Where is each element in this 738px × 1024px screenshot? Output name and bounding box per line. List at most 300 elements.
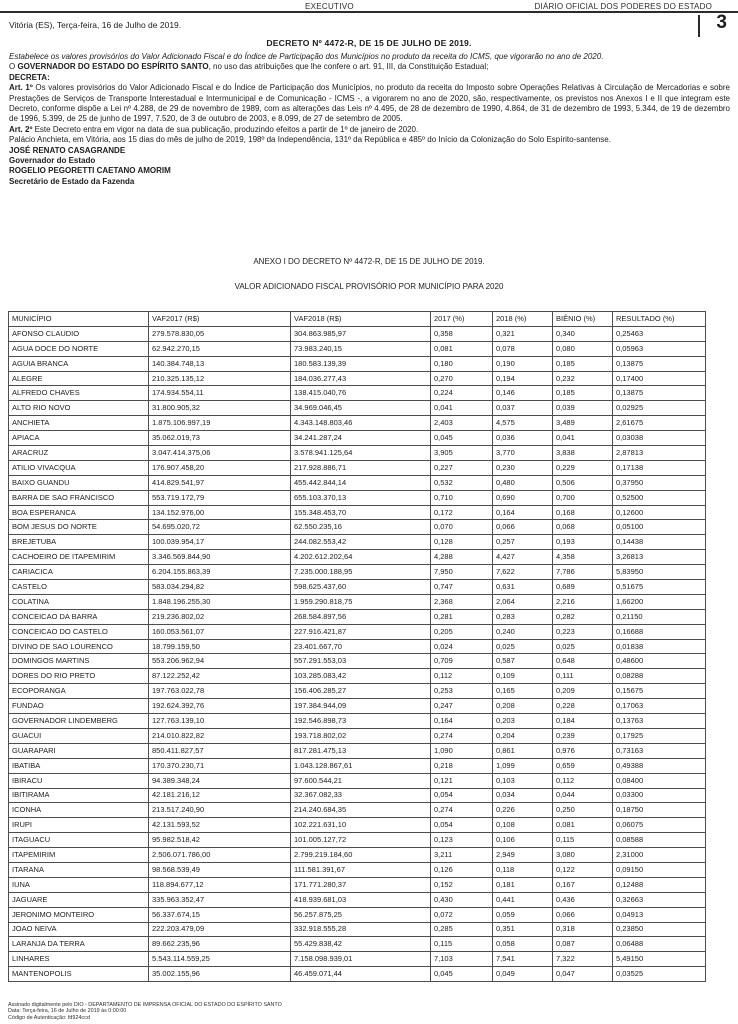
value-cell: 0,025	[493, 639, 553, 654]
value-cell: 268.584.897,56	[291, 609, 431, 624]
value-cell: 0,648	[553, 654, 613, 669]
value-cell: 0,49388	[613, 758, 706, 773]
value-cell: 0,17138	[613, 460, 706, 475]
table-row	[9, 460, 706, 475]
value-cell: 0,059	[493, 907, 553, 922]
value-cell: 94.389.348,24	[149, 773, 291, 788]
value-cell: 35.062.019,73	[149, 431, 291, 446]
value-cell: 7,786	[553, 565, 613, 580]
value-cell: 95.982.518,42	[149, 833, 291, 848]
value-cell: 0,078	[493, 341, 553, 356]
municipality-cell: JAGUARE	[9, 892, 149, 907]
value-cell: 1,099	[493, 758, 553, 773]
value-cell: 6.204.155.863,39	[149, 565, 291, 580]
value-cell: 101.005.127,72	[291, 833, 431, 848]
table-row	[9, 654, 706, 669]
value-cell: 0,08588	[613, 833, 706, 848]
value-cell: 0,274	[431, 803, 493, 818]
value-cell: 3,770	[493, 446, 553, 461]
article-2	[9, 125, 730, 135]
municipality-cell: ALEGRE	[9, 371, 149, 386]
value-cell: 655.103.370,13	[291, 490, 431, 505]
value-cell: 0,321	[493, 326, 553, 341]
municipality-cell: ECOPORANGA	[9, 684, 149, 699]
municipality-cell: CONCEICAO DA BARRA	[9, 609, 149, 624]
municipality-cell: IBATIBA	[9, 758, 149, 773]
closing-paragraph: Palácio Anchieta, em Vitória, aos 15 dias do mês de julho de 2019, 198º da Independência, 131º da República e 485º do Início da Colonização do Solo Espírito-santense.	[9, 135, 611, 145]
municipality-cell: CONCEICAO DO CASTELO	[9, 624, 149, 639]
footer-signed-line: Assinado digitalmente pelo DIO - DEPARTAMENTO DE IMPRENSA OFICIAL DO ESTADO DO ESPÍRITO SANTO	[8, 1002, 282, 1008]
value-cell: 217.928.886,71	[291, 460, 431, 475]
vaf-table-body	[9, 326, 706, 981]
value-cell: 0,218	[431, 758, 493, 773]
value-cell: 0,03525	[613, 967, 706, 982]
value-cell: 87.122.252,42	[149, 669, 291, 684]
value-cell: 0,168	[553, 505, 613, 520]
value-cell: 0,208	[493, 699, 553, 714]
value-cell: 0,253	[431, 684, 493, 699]
value-cell: 4,288	[431, 550, 493, 565]
value-cell: 414.829.541,97	[149, 475, 291, 490]
table-row	[9, 758, 706, 773]
value-cell: 0,17063	[613, 699, 706, 714]
value-cell: 0,32663	[613, 892, 706, 907]
value-cell: 0,281	[431, 609, 493, 624]
value-cell: 0,14438	[613, 535, 706, 550]
value-cell: 0,039	[553, 401, 613, 416]
value-cell: 850.411.827,57	[149, 743, 291, 758]
value-cell: 0,072	[431, 907, 493, 922]
value-cell: 0,103	[493, 773, 553, 788]
table-row	[9, 550, 706, 565]
value-cell: 0,203	[493, 714, 553, 729]
table-row	[9, 446, 706, 461]
value-cell: 0,283	[493, 609, 553, 624]
table-row	[9, 386, 706, 401]
value-cell: 0,126	[431, 862, 493, 877]
value-cell: 2.799.219.184,60	[291, 848, 431, 863]
municipality-cell: ALTO RIO NOVO	[9, 401, 149, 416]
value-cell: 0,285	[431, 922, 493, 937]
footer-date-line: Data: Terça-feira, 16 de Julho de 2019 às 0:00:00	[8, 1008, 127, 1015]
value-cell: 0,52500	[613, 490, 706, 505]
value-cell: 127.763.139,10	[149, 714, 291, 729]
value-cell: 0,227	[431, 460, 493, 475]
value-cell: 0,180	[431, 356, 493, 371]
municipality-cell: BREJETUBA	[9, 535, 149, 550]
value-cell: 213.517.240,90	[149, 803, 291, 818]
value-cell: 0,17400	[613, 371, 706, 386]
table-row	[9, 505, 706, 520]
value-cell: 0,318	[553, 922, 613, 937]
value-cell: 3,489	[553, 416, 613, 431]
value-cell: 0,250	[553, 803, 613, 818]
value-cell: 553.206.962,94	[149, 654, 291, 669]
municipality-cell: GOVERNADOR LINDEMBERG	[9, 714, 149, 729]
table-row	[9, 639, 706, 654]
value-cell: 62.942.270,15	[149, 341, 291, 356]
value-cell: 46.459.071,44	[291, 967, 431, 982]
value-cell: 0,747	[431, 580, 493, 595]
value-cell: 0,041	[431, 401, 493, 416]
value-cell: 0,51675	[613, 580, 706, 595]
header-cell: VAF2017 (R$)	[149, 312, 291, 327]
table-row	[9, 684, 706, 699]
value-cell: 55.429.838,42	[291, 937, 431, 952]
value-cell: 0,045	[431, 431, 493, 446]
value-cell: 0,48600	[613, 654, 706, 669]
value-cell: 3.346.569.844,90	[149, 550, 291, 565]
decree-summary: Estabelece os valores provisórios do Valor Adicionado Fiscal e do Índice de Participação dos Municípios no produto da receita do ICMS, que vigorarão no ano de 2020.	[9, 52, 604, 61]
value-cell: 32.367.082,33	[291, 788, 431, 803]
table-row	[9, 892, 706, 907]
value-cell: 0,21150	[613, 609, 706, 624]
decree-preamble	[9, 62, 730, 72]
page-number: 3	[716, 12, 727, 33]
value-cell: 332.918.555,28	[291, 922, 431, 937]
table-row	[9, 431, 706, 446]
table-row	[9, 609, 706, 624]
value-cell: 4,575	[493, 416, 553, 431]
value-cell: 193.718.802,02	[291, 728, 431, 743]
municipality-cell: APIACA	[9, 431, 149, 446]
value-cell: 0,185	[553, 356, 613, 371]
value-cell: 214.240.684,35	[291, 803, 431, 818]
table-row	[9, 773, 706, 788]
value-cell: 197.384.944,09	[291, 699, 431, 714]
table-row	[9, 848, 706, 863]
value-cell: 0,036	[493, 431, 553, 446]
value-cell: 0,066	[553, 907, 613, 922]
value-cell: 0,13875	[613, 356, 706, 371]
value-cell: 2.506.071.786,00	[149, 848, 291, 863]
value-cell: 0,184	[553, 714, 613, 729]
value-cell: 2,216	[553, 594, 613, 609]
value-cell: 227.916.421,87	[291, 624, 431, 639]
value-cell: 0,976	[553, 743, 613, 758]
value-cell: 817.281.475,13	[291, 743, 431, 758]
masthead-section-label: EXECUTIVO	[305, 2, 354, 11]
value-cell: 0,06075	[613, 818, 706, 833]
table-row	[9, 669, 706, 684]
value-cell: 0,165	[493, 684, 553, 699]
table-row	[9, 833, 706, 848]
table-row	[9, 371, 706, 386]
value-cell: 0,08400	[613, 773, 706, 788]
value-cell: 0,209	[553, 684, 613, 699]
value-cell: 4,358	[553, 550, 613, 565]
value-cell: 0,358	[431, 326, 493, 341]
value-cell: 0,111	[553, 669, 613, 684]
value-cell: 0,081	[553, 818, 613, 833]
value-cell: 2,61675	[613, 416, 706, 431]
value-cell: 0,066	[493, 520, 553, 535]
value-cell: 2,064	[493, 594, 553, 609]
value-cell: 4,427	[493, 550, 553, 565]
value-cell: 1,66200	[613, 594, 706, 609]
value-cell: 0,12488	[613, 877, 706, 892]
table-row	[9, 475, 706, 490]
value-cell: 1,090	[431, 743, 493, 758]
value-cell: 0,115	[553, 833, 613, 848]
value-cell: 0,436	[553, 892, 613, 907]
value-cell: 0,185	[553, 386, 613, 401]
value-cell: 0,13875	[613, 386, 706, 401]
value-cell: 0,041	[553, 431, 613, 446]
annex-subtitle: VALOR ADICIONADO FISCAL PROVISÓRIO POR MUNICÍPIO PARA 2020	[234, 282, 504, 291]
value-cell: 0,690	[493, 490, 553, 505]
value-cell: 0,205	[431, 624, 493, 639]
article-2-label: Art. 2º	[9, 124, 33, 134]
municipality-cell: LARANJA DA TERRA	[9, 937, 149, 952]
value-cell: 455.442.844,14	[291, 475, 431, 490]
header-cell: MUNICÍPIO	[9, 312, 149, 327]
value-cell: 0,080	[553, 341, 613, 356]
value-cell: 4.202.612.202,64	[291, 550, 431, 565]
value-cell: 0,037	[493, 401, 553, 416]
value-cell: 0,034	[493, 788, 553, 803]
value-cell: 197.763.022,78	[149, 684, 291, 699]
value-cell: 0,112	[553, 773, 613, 788]
value-cell: 0,106	[493, 833, 553, 848]
value-cell: 0,17925	[613, 728, 706, 743]
value-cell: 5,83950	[613, 565, 706, 580]
table-row	[9, 341, 706, 356]
value-cell: 2,949	[493, 848, 553, 863]
header-cell: VAF2018 (R$)	[291, 312, 431, 327]
value-cell: 0,115	[431, 937, 493, 952]
value-cell: 56.337.674,15	[149, 907, 291, 922]
value-cell: 0,181	[493, 877, 553, 892]
value-cell: 0,25463	[613, 326, 706, 341]
value-cell: 42.181.216,12	[149, 788, 291, 803]
value-cell: 0,15675	[613, 684, 706, 699]
municipality-cell: ATILIO VIVACQUA	[9, 460, 149, 475]
value-cell: 174.934.554,11	[149, 386, 291, 401]
table-row	[9, 565, 706, 580]
value-cell: 0,430	[431, 892, 493, 907]
value-cell: 0,054	[431, 788, 493, 803]
value-cell: 0,659	[553, 758, 613, 773]
value-cell: 42.131.593,52	[149, 818, 291, 833]
value-cell: 5.543.114.559,25	[149, 952, 291, 967]
value-cell: 31.800.905,32	[149, 401, 291, 416]
municipality-cell: JERONIMO MONTEIRO	[9, 907, 149, 922]
value-cell: 0,710	[431, 490, 493, 505]
preamble-prefix: O	[9, 62, 18, 72]
value-cell: 0,025	[553, 639, 613, 654]
article-1	[9, 83, 730, 125]
municipality-cell: JOAO NEIVA	[9, 922, 149, 937]
value-cell: 0,224	[431, 386, 493, 401]
value-cell: 97.600.544,21	[291, 773, 431, 788]
value-cell: 89.662.235,96	[149, 937, 291, 952]
value-cell: 0,109	[493, 669, 553, 684]
value-cell: 279.578.830,05	[149, 326, 291, 341]
value-cell: 176.907.458,20	[149, 460, 291, 475]
signer1-name: JOSÉ RENATO CASAGRANDE	[9, 145, 126, 155]
table-row	[9, 624, 706, 639]
masthead-title: DIÁRIO OFICIAL DOS PODERES DO ESTADO	[534, 2, 712, 11]
value-cell: 56.257.875,25	[291, 907, 431, 922]
value-cell: 0,223	[553, 624, 613, 639]
value-cell: 160.053.561,07	[149, 624, 291, 639]
value-cell: 0,05100	[613, 520, 706, 535]
table-row	[9, 743, 706, 758]
value-cell: 0,506	[553, 475, 613, 490]
municipality-cell: ITAGUACU	[9, 833, 149, 848]
value-cell: 0,282	[553, 609, 613, 624]
value-cell: 0,247	[431, 699, 493, 714]
value-cell: 0,058	[493, 937, 553, 952]
value-cell: 0,146	[493, 386, 553, 401]
table-row	[9, 714, 706, 729]
municipality-cell: ALFREDO CHAVES	[9, 386, 149, 401]
table-row	[9, 862, 706, 877]
value-cell: 3,211	[431, 848, 493, 863]
value-cell: 0,112	[431, 669, 493, 684]
value-cell: 3.578.941.125,64	[291, 446, 431, 461]
table-row	[9, 952, 706, 967]
value-cell: 0,081	[431, 341, 493, 356]
value-cell: 4.343.148.803,46	[291, 416, 431, 431]
value-cell: 3,838	[553, 446, 613, 461]
value-cell: 2,31000	[613, 848, 706, 863]
decreta-label: DECRETA:	[9, 72, 50, 82]
signer1-role: Governador do Estado	[9, 156, 96, 166]
value-cell: 0,861	[493, 743, 553, 758]
value-cell: 5,49150	[613, 952, 706, 967]
table-row	[9, 416, 706, 431]
signer2-role: Secretário de Estado da Fazenda	[9, 176, 135, 186]
municipality-cell: BOA ESPERANCA	[9, 505, 149, 520]
date-line: Vitória (ES), Terça-feira, 16 de Julho de 2019.	[9, 20, 182, 30]
municipality-cell: ITARANA	[9, 862, 149, 877]
value-cell: 219.236.802,02	[149, 609, 291, 624]
value-cell: 0,167	[553, 877, 613, 892]
municipality-cell: DORES DO RIO PRETO	[9, 669, 149, 684]
value-cell: 0,152	[431, 877, 493, 892]
value-cell: 7,322	[553, 952, 613, 967]
value-cell: 0,01838	[613, 639, 706, 654]
value-cell: 23.401.667,70	[291, 639, 431, 654]
value-cell: 0,070	[431, 520, 493, 535]
municipality-cell: BAIXO GUANDU	[9, 475, 149, 490]
value-cell: 1.043.128.867,61	[291, 758, 431, 773]
value-cell: 0,118	[493, 862, 553, 877]
value-cell: 0,226	[493, 803, 553, 818]
municipality-cell: BARRA DE SAO FRANCISCO	[9, 490, 149, 505]
table-row	[9, 877, 706, 892]
table-row	[9, 967, 706, 982]
value-cell: 0,240	[493, 624, 553, 639]
municipality-cell: MANTENOPOLIS	[9, 967, 149, 982]
table-row	[9, 401, 706, 416]
article-1-text: Os valores provisórios do Valor Adicionado Fiscal e do Índice de Participação dos Municípios, no produto da receita do Imposto sobre Operações Relativas à Circulação de Mercadorias e sobre Prestações de Serviços de Transporte Interestadual e Intermunicipal e de Comunicação - ICMS -, a vigorarem no ano de 2020, são, respectivamente, os previstos nos Anexos I e II que integram este Decreto, conforme dispõe a Lei nº 4.288, de 29 de novembro de 1989, com as alterações das Leis nº 4.495, de 28 de dezembro de 1990, 4.864, de 31 de dezembro de 1993, 5.344, de 19 de dezembro de 1996, 5.399, de 25 de junho de 1997, 7.520, de 3 de outubro de 2003, e 8.099, de 27 de setembro de 2005.	[9, 83, 730, 124]
value-cell: 171.771.280,37	[291, 877, 431, 892]
masthead-rule	[0, 0, 738, 13]
value-cell: 0,229	[553, 460, 613, 475]
value-cell: 155.348.453,70	[291, 505, 431, 520]
value-cell: 0,044	[553, 788, 613, 803]
value-cell: 0,121	[431, 773, 493, 788]
value-cell: 553.719.172,79	[149, 490, 291, 505]
municipality-cell: COLATINA	[9, 594, 149, 609]
municipality-cell: IUNA	[9, 877, 149, 892]
value-cell: 7,103	[431, 952, 493, 967]
value-cell: 0,06488	[613, 937, 706, 952]
municipality-cell: AFONSO CLAUDIO	[9, 326, 149, 341]
value-cell: 7,541	[493, 952, 553, 967]
value-cell: 0,172	[431, 505, 493, 520]
value-cell: 138.415.040,76	[291, 386, 431, 401]
municipality-cell: IBIRACU	[9, 773, 149, 788]
value-cell: 0,123	[431, 833, 493, 848]
municipality-cell: AGUA DOCE DO NORTE	[9, 341, 149, 356]
municipality-cell: CACHOEIRO DE ITAPEMIRIM	[9, 550, 149, 565]
value-cell: 192.624.392,76	[149, 699, 291, 714]
article-1-label: Art. 1º	[9, 83, 33, 93]
value-cell: 0,270	[431, 371, 493, 386]
page-number-divider	[698, 15, 700, 37]
value-cell: 418.939.681,03	[291, 892, 431, 907]
value-cell: 103.285.083,42	[291, 669, 431, 684]
municipality-cell: ITAPEMIRIM	[9, 848, 149, 863]
value-cell: 0,193	[553, 535, 613, 550]
value-cell: 3.047.414.375,06	[149, 446, 291, 461]
table-row	[9, 490, 706, 505]
municipality-cell: FUNDAO	[9, 699, 149, 714]
value-cell: 54.695.020,72	[149, 520, 291, 535]
value-cell: 0,02925	[613, 401, 706, 416]
value-cell: 184.036.277,43	[291, 371, 431, 386]
value-cell: 111.581.391,67	[291, 862, 431, 877]
header-cell: 2017 (%)	[431, 312, 493, 327]
decree-body	[9, 52, 730, 187]
decree-title: DECRETO Nº 4472-R, DE 15 DE JULHO DE 2019.	[266, 38, 472, 48]
value-cell: 0,274	[431, 728, 493, 743]
signer2-name: ROGELIO PEGORETTI CAETANO AMORIM	[9, 166, 171, 176]
value-cell: 1.848.196.255,30	[149, 594, 291, 609]
value-cell: 0,08288	[613, 669, 706, 684]
table-row	[9, 728, 706, 743]
value-cell: 0,631	[493, 580, 553, 595]
value-cell: 0,16688	[613, 624, 706, 639]
footer-auth-code: Código de Autenticação: fd924ccd	[8, 1014, 90, 1021]
value-cell: 0,230	[493, 460, 553, 475]
municipality-cell: AGUIA BRANCA	[9, 356, 149, 371]
value-cell: 0,194	[493, 371, 553, 386]
municipality-cell: ANCHIETA	[9, 416, 149, 431]
value-cell: 3,26813	[613, 550, 706, 565]
value-cell: 0,122	[553, 862, 613, 877]
value-cell: 0,37950	[613, 475, 706, 490]
value-cell: 0,045	[431, 967, 493, 982]
value-cell: 0,13763	[613, 714, 706, 729]
value-cell: 0,232	[553, 371, 613, 386]
value-cell: 0,04913	[613, 907, 706, 922]
value-cell: 0,239	[553, 728, 613, 743]
value-cell: 210.325.135,12	[149, 371, 291, 386]
value-cell: 7,950	[431, 565, 493, 580]
municipality-cell: CARIACICA	[9, 565, 149, 580]
preamble-governor: GOVERNADOR DO ESTADO DO ESPÍRITO SANTO	[17, 62, 209, 72]
vaf-table	[8, 311, 706, 982]
value-cell: 0,480	[493, 475, 553, 490]
table-row	[9, 818, 706, 833]
value-cell: 0,087	[553, 937, 613, 952]
value-cell: 0,09150	[613, 862, 706, 877]
